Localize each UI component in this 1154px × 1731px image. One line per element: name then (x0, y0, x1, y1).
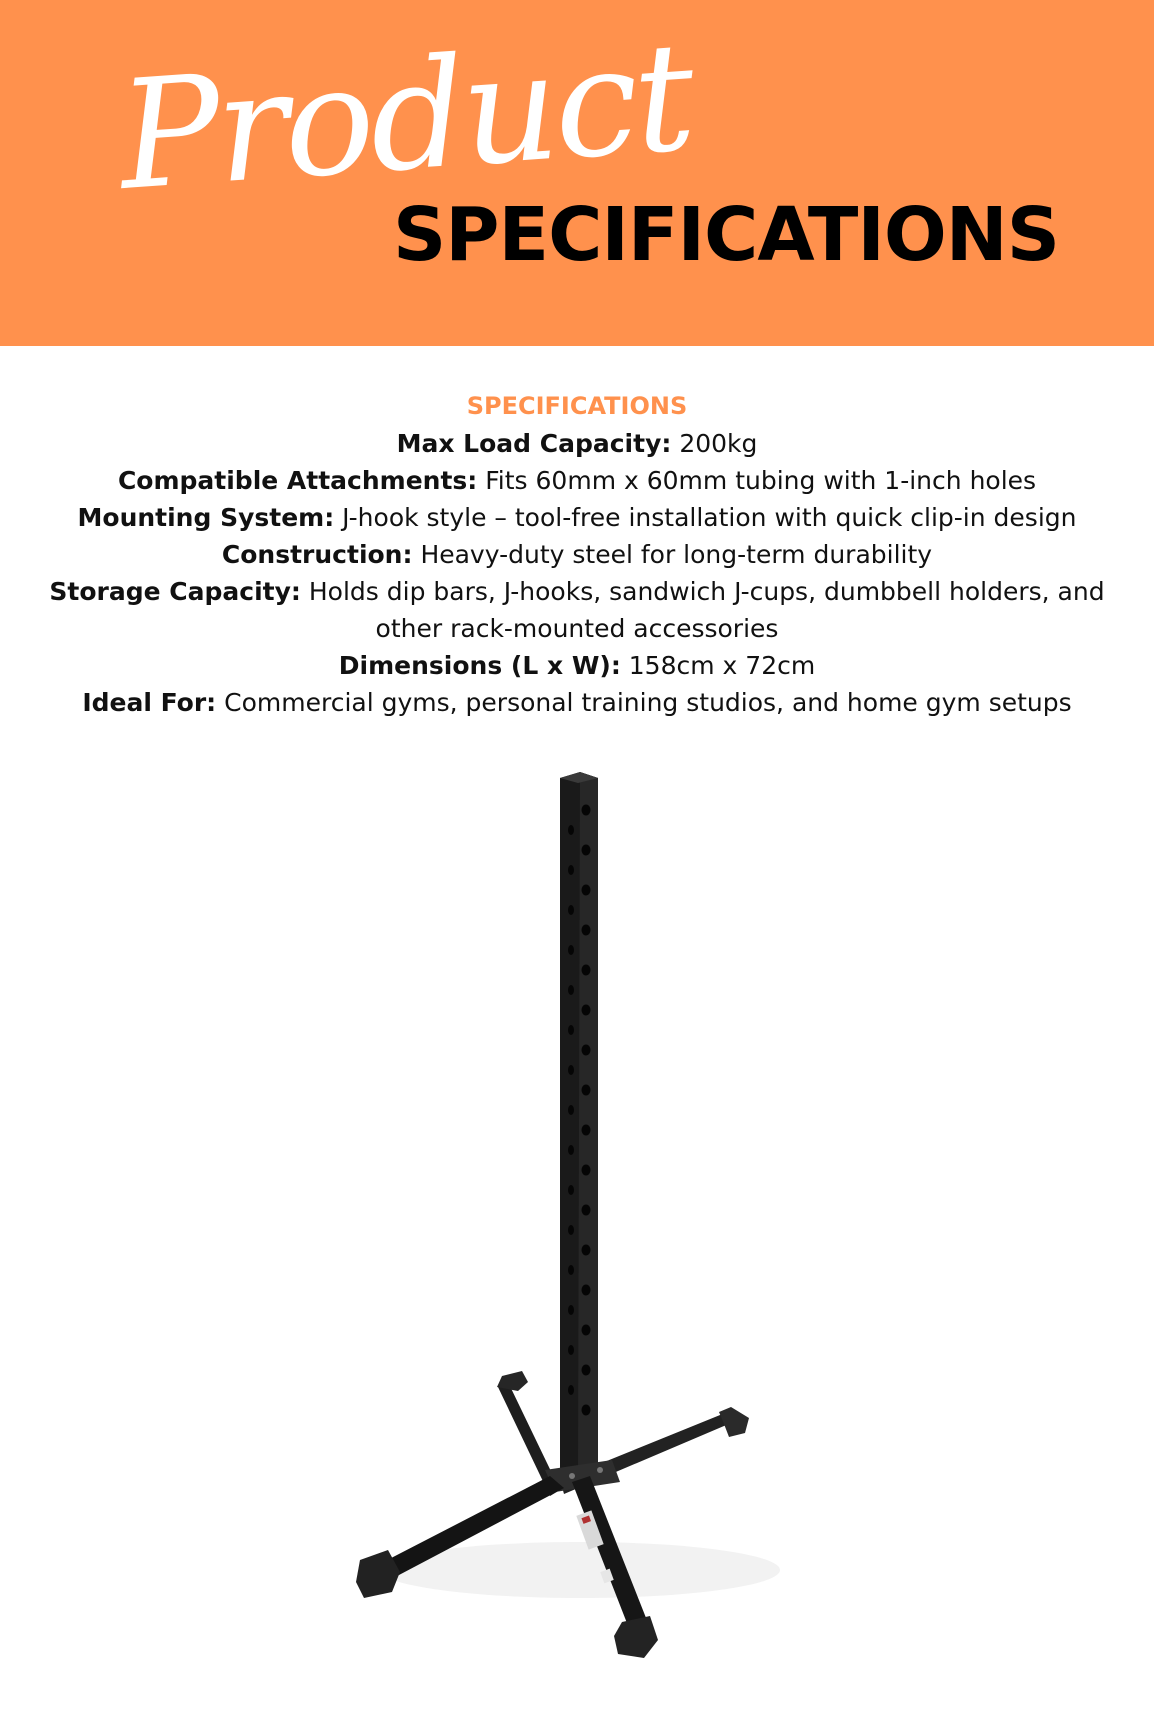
spec-value: Heavy-duty steel for long-term durability (420, 540, 933, 569)
spec-label: Storage Capacity: (49, 577, 301, 606)
spec-row-construction (30, 536, 1124, 573)
spec-value: 200kg (679, 429, 758, 458)
spec-row-ideal-for (30, 684, 1124, 721)
end-cap-back-right (719, 1407, 749, 1437)
specifications-heading: SPECIFICATIONS (466, 392, 688, 420)
spec-value: J-hook style – tool-free installation with quick clip-in design (342, 503, 1077, 532)
spec-label: Mounting System: (77, 503, 335, 532)
spec-row-max-load (30, 425, 1124, 462)
spec-label: Max Load Capacity: (396, 429, 672, 458)
header-banner (0, 0, 1154, 346)
spec-label: Compatible Attachments: (117, 466, 478, 495)
spec-value: 158cm x 72cm (628, 651, 816, 680)
spec-label: Ideal For: (82, 688, 217, 717)
spec-value: Fits 60mm x 60mm tubing with 1-inch holes (485, 466, 1037, 495)
spec-value: Commercial gyms, personal training studios, and home gym setups (224, 688, 1072, 717)
storage-upright-illustration (350, 770, 790, 1670)
product-image (350, 770, 790, 1670)
spec-row-mounting (30, 499, 1124, 536)
spec-row-attachments (30, 462, 1124, 499)
banner-script-title: Product (113, 10, 697, 224)
banner-bold-title: SPECIFICATIONS (393, 192, 1059, 278)
spec-label: Dimensions (L x W): (338, 651, 621, 680)
end-cap-front-right (614, 1616, 658, 1658)
spec-row-dimensions (30, 647, 1124, 684)
spec-value: Holds dip bars, J-hooks, sandwich J-cups, dumbbell holders, and other rack-mounted accessories (308, 577, 1105, 643)
specifications-block (30, 388, 1124, 721)
bolt (597, 1467, 603, 1473)
bolt (569, 1473, 575, 1479)
spec-label: Construction: (221, 540, 413, 569)
spec-row-storage (30, 573, 1124, 647)
